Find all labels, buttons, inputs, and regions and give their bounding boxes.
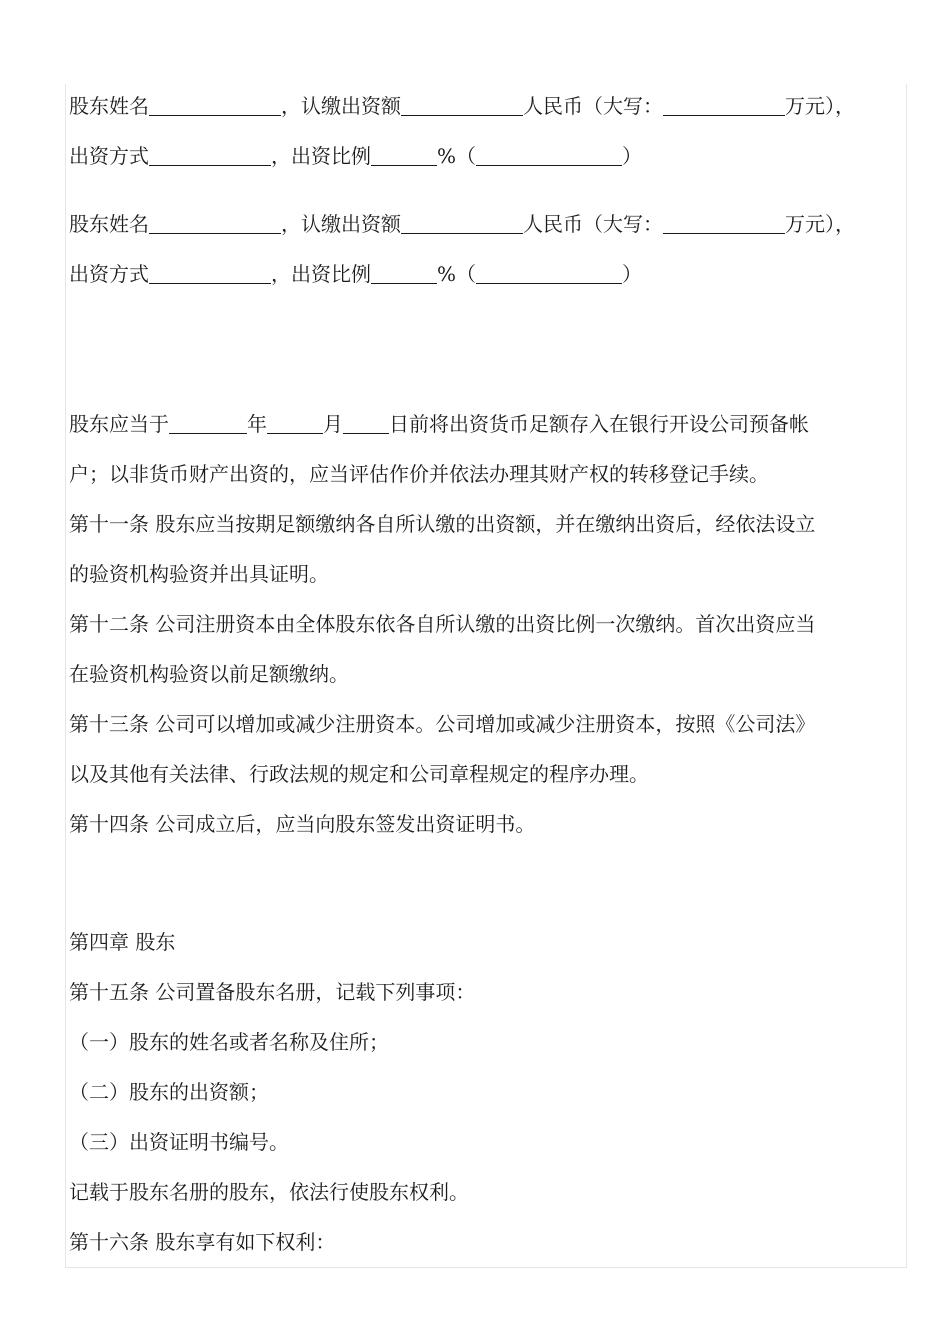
article-15: 第十五条 公司置备股东名册，记载下列事项： — [69, 980, 476, 1004]
deposit-suffix: 日前将出资货币足额存入在银行开设公司预备帐 — [389, 412, 809, 436]
month-label: 月 — [323, 412, 343, 436]
deposit-prefix: 股东应当于 — [69, 412, 169, 436]
list-item-1: （一）股东的姓名或者名称及住所； — [69, 1030, 389, 1054]
deposit-line-1 — [69, 412, 809, 436]
shareholder-1-line-2 — [69, 144, 642, 168]
close-label: ） — [622, 144, 643, 168]
name-label: 股东姓名 — [69, 94, 149, 118]
ratio-blank[interactable] — [371, 145, 437, 166]
unit-label: 万元）， — [785, 212, 855, 236]
method-label: 出资方式 — [69, 262, 149, 286]
article-12-line-1: 第十二条 公司注册资本由全体股东依各自所认缴的出资比例一次缴纳。首次出资应当 — [69, 612, 816, 636]
currency-label: 人民币（大写： — [523, 94, 663, 118]
year-blank[interactable] — [169, 413, 247, 434]
deposit-line-2: 户；以非货币财产出资的，应当评估作价并依法办理其财产权的转移登记手续。 — [69, 462, 769, 486]
register-note: 记载于股东名册的股东，依法行使股东权利。 — [69, 1180, 469, 1204]
name-blank[interactable] — [149, 213, 281, 234]
article-16: 第十六条 股东享有如下权利： — [69, 1230, 336, 1254]
currency-label: 人民币（大写： — [523, 212, 663, 236]
article-12-line-2: 在验资机构验资以前足额缴纳。 — [69, 662, 349, 686]
percent-label: %（ — [437, 144, 477, 168]
amount-label: ，认缴出资额 — [281, 94, 401, 118]
method-blank[interactable] — [149, 145, 271, 166]
amount-label: ，认缴出资额 — [281, 212, 401, 236]
method-label: 出资方式 — [69, 144, 149, 168]
list-item-2: （二）股东的出资额； — [69, 1080, 269, 1104]
ratio-blank[interactable] — [371, 263, 437, 284]
shareholder-2-line-2 — [69, 262, 642, 286]
article-13-line-1: 第十三条 公司可以增加或减少注册资本。公司增加或减少注册资本，按照《公司法》 — [69, 712, 816, 736]
capital-words-blank[interactable] — [663, 95, 785, 116]
name-blank[interactable] — [149, 95, 281, 116]
ratio-words-blank[interactable] — [476, 263, 622, 284]
percent-label: %（ — [437, 262, 477, 286]
article-11-line-2: 的验资机构验资并出具证明。 — [69, 562, 329, 586]
unit-label: 万元）， — [785, 94, 855, 118]
shareholder-2-line-1 — [69, 212, 855, 236]
year-label: 年 — [247, 412, 267, 436]
ratio-label: ，出资比例 — [271, 144, 371, 168]
article-14: 第十四条 公司成立后，应当向股东签发出资证明书。 — [69, 812, 536, 836]
capital-words-blank[interactable] — [663, 213, 785, 234]
amount-blank[interactable] — [401, 213, 523, 234]
article-11-line-1: 第十一条 股东应当按期足额缴纳各自所认缴的出资额，并在缴纳出资后，经依法设立 — [69, 512, 816, 536]
article-13-line-2: 以及其他有关法律、行政法规的规定和公司章程规定的程序办理。 — [69, 762, 649, 786]
month-blank[interactable] — [267, 413, 323, 434]
ratio-label: ，出资比例 — [271, 262, 371, 286]
name-label: 股东姓名 — [69, 212, 149, 236]
shareholder-1-line-1 — [69, 94, 855, 118]
close-label: ） — [622, 262, 643, 286]
list-item-3: （三）出资证明书编号。 — [69, 1130, 289, 1154]
chapter-4-title: 第四章 股东 — [69, 930, 176, 954]
amount-blank[interactable] — [401, 95, 523, 116]
day-blank[interactable] — [343, 413, 389, 434]
ratio-words-blank[interactable] — [476, 145, 622, 166]
method-blank[interactable] — [149, 263, 271, 284]
